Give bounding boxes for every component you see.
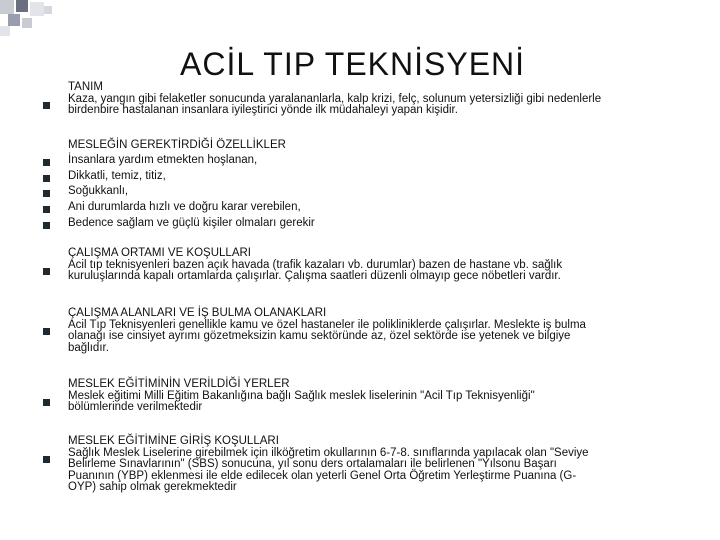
paragraph-line: Belirleme Sınavlarının" (SBS) sonucuna, yıl sonu ders ortalamaları ile belirlenen "Yılsonu Başarı	[68, 458, 557, 470]
deco-square	[0, 0, 14, 14]
section-giris	[68, 436, 668, 494]
paragraph-line: OYP) sahip olmak gerekmektedir	[68, 481, 237, 493]
section-heading: TANIM	[68, 81, 103, 93]
paragraph-line: Acil Tıp Teknisyenleri genellikle kamu ve özel hastaneler ile polikliniklerde çalışırlar. Meslekte iş bulma	[68, 318, 586, 331]
section-tanim	[68, 82, 668, 117]
paragraph-line: Kaza, yangın gibi felaketler sonucunda yaralananlarla, kalp krizi, felç, solunum yetersizliği gibi nedenlerle	[68, 92, 602, 105]
paragraph-line: bölümlerinde verilmektedir	[68, 401, 203, 413]
bullet-icon	[43, 159, 50, 166]
section-heading: ÇALIŞMA ORTAMI VE KOŞULLARI	[68, 247, 251, 259]
list-item	[68, 218, 668, 230]
paragraph-line: olanağı ise cinsiyet ayrımı gözetmeksizin kamu sektöründe az, özel sektörde ise yetenek ve bilgiye	[68, 330, 571, 342]
deco-square	[22, 18, 32, 28]
bullet-icon	[43, 399, 50, 406]
list-item	[68, 202, 668, 214]
paragraph-line: Meslek eğitimi Milli Eğitim Bakanlığına bağlı Sağlık meslek liselerinin "Acil Tıp Teknisyenliği"	[68, 389, 535, 402]
deco-square	[44, 6, 52, 14]
deco-square	[30, 2, 44, 16]
deco-square	[16, 0, 28, 12]
section-ozellikler-heading	[68, 140, 668, 152]
list-item	[68, 171, 668, 183]
bullet-icon	[43, 456, 50, 463]
bullet-icon	[43, 190, 50, 197]
section-calisma-ortami	[68, 248, 668, 283]
bullet-icon	[43, 175, 50, 182]
section-heading: MESLEK EĞİTİMİNE GİRİŞ KOŞULLARI	[68, 435, 279, 447]
list-item-text: Bedence sağlam ve güçlü kişiler olmaları gerekir	[68, 217, 315, 229]
paragraph-line: bağlıdır.	[68, 341, 109, 354]
deco-square	[0, 26, 10, 36]
paragraph-line: Acil tıp teknisyenleri bazen açık havada (trafik kazaları vb. durumlar) bazen de hastane vb. sağlık	[68, 258, 563, 271]
section-calisma-alanlari	[68, 308, 668, 354]
paragraph-line: Puanının (YBP) eklenmesi ile elde edilecek olan yeterli Genel Orta Öğretim Yerleştirme Puanına (G-	[68, 469, 577, 482]
section-egitim	[68, 379, 668, 414]
paragraph-line: kuruluşlarında kapalı ortamlarda çalışırlar. Çalışma saatleri düzenli olmayıp gece nöbetleri vardır.	[68, 270, 561, 282]
list-item	[68, 186, 668, 198]
section-heading: ÇALIŞMA ALANLARI VE İŞ BULMA OLANAKLARI	[68, 307, 327, 319]
section-heading: MESLEĞİN GEREKTİRDİĞİ ÖZELLİKLER	[68, 139, 286, 151]
list-item-text: Soğukkanlı,	[68, 185, 129, 197]
deco-square	[8, 14, 20, 26]
bullet-icon	[43, 222, 50, 229]
list-item-text: Ani durumlarda hızlı ve doğru karar verebilen,	[68, 201, 301, 213]
bullet-icon	[43, 328, 50, 335]
bullet-icon	[43, 102, 50, 109]
bullet-icon	[43, 206, 50, 213]
list-item	[68, 155, 668, 167]
corner-decoration	[0, 0, 60, 40]
section-heading: MESLEK EĞİTİMİNİN VERİLDİĞİ YERLER	[68, 378, 290, 390]
list-item-text: İnsanlara yardım etmekten hoşlanan,	[68, 154, 258, 166]
bullet-icon	[43, 268, 50, 275]
paragraph-line: birdenbire hastalanan insanlara iyileştirici yönde ilk müdahaleyi yapan kişidir.	[68, 104, 458, 116]
list-item-text: Dikkatli, temiz, titiz,	[68, 170, 166, 182]
page-title: ACİL TIP TEKNİSYENİ	[180, 46, 526, 82]
paragraph-line: Sağlık Meslek Liselerine girebilmek için ilköğretim okullarının 6-7-8. sınıflarında yapılacak olan "Seviye	[68, 446, 589, 459]
